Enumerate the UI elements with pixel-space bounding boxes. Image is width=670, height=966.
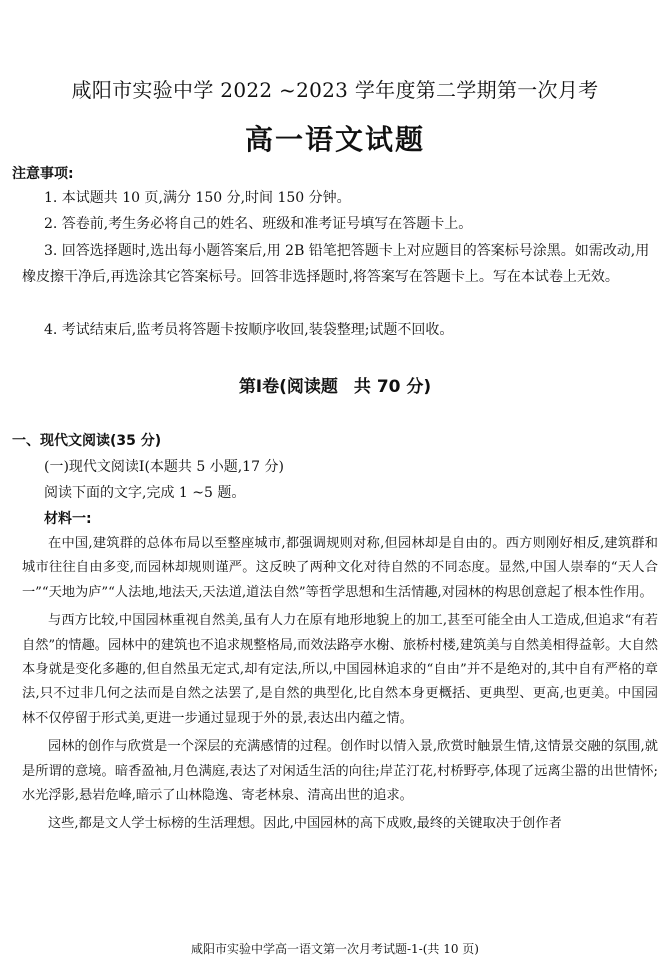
page-footer: 咸阳市实验中学高一语文第一次月考试题-1-(共 10 页) <box>190 942 479 956</box>
article-paragraph-3: 园林的创作与欣赏是一个深层的充满感情的过程。创作时以情入景,欣赏时触景生情,这情景交融的氛围,就是所谓的意境。暗香盈袖,月色满庭,表达了对闲适生活的向往;岸芷汀花,村桥野亭,体现了远离尘嚣的出世情怀;水光浮影,悬岩危峰,暗示了山林隐逸、寄老林泉、清高出世的追求。 <box>22 739 658 804</box>
article-paragraph-4: 这些,都是文人学士标榜的生活理想。因此,中国园林的高下成败,最终的关键取决于创作者 <box>48 816 562 832</box>
volume-title-right: 共 70 分) <box>353 377 432 397</box>
subject-title: 高一语文试题 <box>244 123 425 156</box>
volume-title <box>0 372 670 397</box>
article-paragraph-2: 与西方比较,中国园林重视自然美,虽有人力在原有地形地貌上的加工,甚至可能全由人工造成,但追求“有若自然”的情趣。园林中的建筑也不追求规整格局,而效法路亭水榭、旅桥村楼,建筑美与自然美相得益彰。大自然本身就是变化多趣的,但自然虽无定式,却有定法,所以,中国园林追求的“自由”并不是绝对的,其中自有严格的章法,只不过非几何之法而是自然之法罢了,是自然的典型化,比自然本身更概括、更典型、更高,也更美。中国园林不仅停留于形式美,更进一步通过显现于外的景,表达出内蕴之情。 <box>22 613 658 726</box>
article-body <box>22 532 658 841</box>
volume-title-left: 第Ⅰ卷(阅读题 <box>238 377 338 397</box>
section-sub-heading: (一)现代文阅读Ⅰ(本题共 5 小题,17 分) <box>44 459 284 475</box>
notice-heading: 注意事项: <box>12 166 74 182</box>
article-paragraph-1: 在中国,建筑群的总体布局以至整座城市,都强调规则对称,但园林却是自由的。西方则刚好相反,建筑群和城市往往自由多变,而园林却规则谨严。这反映了两种文化对待自然的不同态度。显然,中国人崇奉的“天人合一”“天地为庐”“人法地,地法天,天法道,道法自然”等哲学思想和生活情趣,对园林的构思创意起了根本性作用。 <box>22 536 658 600</box>
exam-title: 咸阳市实验中学 2022 ~2023 学年度第二学期第一次月考 <box>71 78 599 102</box>
material-label: 材料一: <box>44 511 92 527</box>
section-heading: 一、现代文阅读(35 分) <box>12 433 162 449</box>
section-instruction: 阅读下面的文字,完成 1 ~5 题。 <box>44 485 246 501</box>
notice-item-3: 3. 回答选择题时,选出每小题答案后,用 2B 铅笔把答题卡上对应题目的答案标号涂黑。如需改动,用橡皮擦干净后,再选涂其它答案标号。回答非选择题时,将答案写在答题卡上。写在本试卷上无效。 <box>22 243 650 285</box>
notice-item-4: 4. 考试结束后,监考员将答题卡按顺序收回,装袋整理;试题不回收。 <box>44 322 454 338</box>
notice-item-1: 1. 本试题共 10 页,满分 150 分,时间 150 分钟。 <box>44 190 351 206</box>
notice-item-2: 2. 答卷前,考生务必将自己的姓名、班级和准考证号填写在答题卡上。 <box>44 216 473 232</box>
